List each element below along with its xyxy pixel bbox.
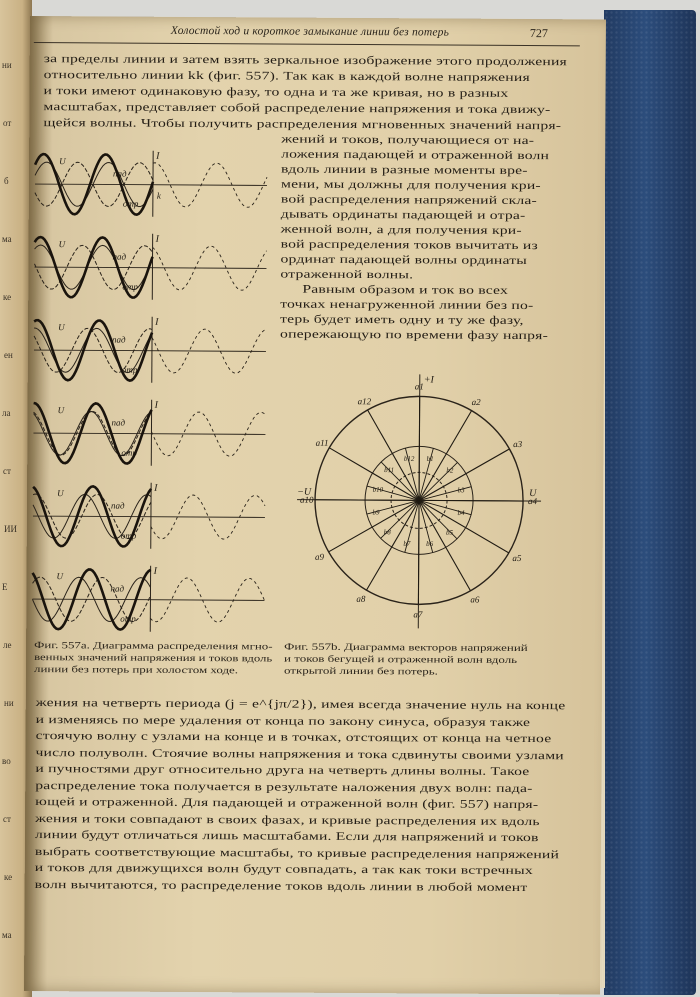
left-page-fragment: ен — [4, 350, 13, 360]
label-voltage: U — [57, 405, 65, 416]
label-k: k — [156, 190, 161, 201]
caption-line: и токов бегущей и отраженной волн вдоль — [284, 653, 518, 666]
left-page-fragment: ст — [3, 814, 11, 824]
voltage-vector — [419, 500, 523, 501]
voltage-vector — [419, 396, 420, 500]
left-page-fragment: ке — [3, 292, 12, 302]
label-incident: пад — [111, 334, 126, 345]
left-page-fragment: Е — [2, 582, 8, 592]
left-page-fragment: ни — [2, 60, 12, 70]
label-current: I — [156, 150, 160, 162]
vector-label-a: a5 — [512, 552, 522, 564]
vector-label-a: a9 — [314, 551, 325, 562]
text-line: число полуволн. Стоячие волны напряжения и тока сдвинуты своими узлами — [35, 745, 564, 762]
caption-line: линии без потерь при холостом ходе. — [33, 664, 239, 677]
wave-panel — [33, 399, 265, 466]
left-page-fragment: ст — [3, 466, 11, 476]
text-line: и токов для движущихся волн будут совпадать, а так как токи встречных — [34, 861, 533, 878]
vector-label-b: b2 — [446, 466, 454, 475]
page-number: 727 — [529, 26, 548, 41]
vector-label-b: b10 — [372, 485, 384, 494]
left-page-fragment: от — [3, 118, 12, 128]
text-line: вой распределения напряжений скла- — [280, 192, 538, 208]
text-line: ложения падающей и отраженной волн — [281, 147, 550, 163]
caption-line: Фиг. 557а. Диаграмма распределения мгно- — [34, 640, 273, 653]
text-line: терь будет иметь одну и ту же фазу, — [280, 312, 524, 328]
label-current: I — [155, 233, 160, 245]
text-line: опережающую по времени фазу напря- — [280, 327, 549, 343]
label-reflected: отр — [120, 530, 137, 541]
text-line: щейся волны. Чтобы получить распределения мгновенных значений напря- — [43, 116, 562, 133]
label-current: I — [153, 565, 157, 577]
vector-label-b: b11 — [384, 466, 395, 475]
text-line: стоячую волну с узлами на конце и в точках, отстоящих от конца на четное — [35, 729, 552, 746]
figure-557a-waves — [28, 146, 271, 647]
text-line: линии будут отличаться лишь масштабами. Если для напряжений и токов — [34, 828, 539, 845]
text-line: вой распределения токов вычитать из — [280, 237, 538, 253]
caption-line: венных значений напряжения и токов вдоль — [34, 652, 273, 665]
text-line: мени, мы должны для получения кри- — [280, 177, 541, 193]
label-voltage: U — [56, 571, 64, 582]
label-plus-i: +I — [423, 374, 434, 386]
label-current: I — [154, 482, 158, 494]
vector-label-a: a1 — [414, 381, 424, 392]
vector-label-a: a10 — [300, 494, 314, 505]
text-line: масштабах, представляет собой распределение напряжения и тока движу- — [43, 100, 551, 117]
text-line: ординат падающей волны ординаты — [280, 252, 528, 268]
label-reflected: отр — [120, 613, 136, 624]
label-voltage: U — [58, 322, 65, 333]
header-rule — [34, 42, 580, 46]
label-incident: пад — [110, 583, 125, 594]
text-line: Равным образом и ток во всех — [302, 282, 509, 297]
label-current: I — [155, 316, 159, 328]
text-line: и пучностями друг относительно друга на четверть длины волны. Такое — [35, 762, 530, 779]
vector-label-b: b3 — [457, 486, 465, 495]
caption-line: открытой линии без потерь. — [283, 665, 438, 678]
left-page-fragment: б — [4, 176, 9, 186]
book-page — [24, 16, 606, 995]
voltage-vector — [418, 500, 419, 604]
text-line: и изменяясь по мере удаления от конца по закону синуса, образуя также — [35, 712, 531, 729]
wave-panel — [33, 482, 265, 549]
text-line: выбрать соответствующие масштабы, то кривые распределения напряжений — [34, 844, 560, 861]
left-page-fragment: во — [2, 756, 11, 766]
vector-label-a: a7 — [413, 609, 423, 620]
left-page-fragment: ма — [2, 234, 12, 244]
label-reflected: отр — [121, 447, 137, 458]
vector-label-b: b7 — [403, 539, 411, 548]
text-line: дывать ординаты падающей и отра- — [280, 207, 526, 223]
vector-label-a: a4 — [528, 496, 538, 507]
vector-label-a: a11 — [315, 437, 329, 448]
axis-line — [34, 350, 266, 351]
left-page-fragment: ла — [2, 408, 11, 418]
vector-label-a: a2 — [471, 396, 481, 408]
wave-panel — [35, 150, 267, 217]
label-incident: пад — [112, 251, 127, 262]
label-incident: пад — [113, 168, 127, 179]
label-current: I — [154, 399, 159, 411]
vector-label-b: b12 — [403, 454, 415, 463]
vector-label-b: b4 — [457, 509, 465, 518]
text-line: жений и токов, получающиеся от на- — [281, 132, 535, 148]
vector-label-b: b6 — [426, 539, 434, 548]
voltage-vector — [315, 500, 419, 501]
label-voltage: U — [57, 488, 64, 499]
wave-panel — [34, 233, 266, 300]
label-reflected: отр — [122, 198, 139, 209]
text-line: относительно линии kk (фиг. 557). Так как в каждой волне напряжения — [43, 68, 530, 85]
vector-label-b: b8 — [383, 528, 391, 537]
axis-line — [33, 516, 265, 517]
figure-557b-vectors — [294, 370, 544, 634]
left-page-fragment: ма — [2, 930, 12, 940]
axis-line — [33, 433, 265, 434]
text-line: распределение тока получается в результате наложения двух волн: пада- — [35, 778, 533, 795]
left-page-fragment: ке — [4, 872, 13, 882]
label-incident: пад — [110, 500, 125, 511]
text-line: и токи имеют одинаковую фазу, то одна и та же кривая, но в разных — [43, 84, 509, 100]
text-line: точках ненагруженной линии без по- — [280, 297, 534, 313]
text-line: отраженной волны. — [280, 267, 414, 282]
axis-line — [34, 267, 266, 268]
vector-label-a: a8 — [356, 593, 366, 604]
label-voltage: U — [59, 156, 66, 167]
label-reflected: отр — [121, 364, 138, 375]
vector-label-b: b5 — [445, 528, 453, 537]
text-line: женной волн, а для получения кри- — [280, 222, 522, 238]
vector-label-b: b1 — [426, 454, 434, 463]
book-cover — [604, 10, 696, 995]
left-page-fragment: ни — [4, 698, 14, 708]
vector-label-a: a6 — [470, 594, 480, 605]
label-reflected: отр — [122, 281, 138, 292]
text-line: ющей и отраженной. Для падающей и отраженной волн (фиг. 557) напря- — [35, 795, 539, 812]
running-header: Холостой ход и короткое замыкание линии без потерь — [170, 24, 450, 39]
vector-label-a: a3 — [513, 438, 523, 450]
wave-panel — [34, 316, 266, 383]
label-minus-u: −U — [297, 486, 312, 498]
vector-label-b: b9 — [372, 508, 380, 517]
wave-panel — [32, 565, 264, 632]
label-u: U — [529, 488, 537, 500]
text-line: волн вычитаются, то распределение токов вдоль линии в любой момент — [34, 877, 528, 894]
text-line: жения на четверть периода (j = e^{jπ/2}), имея всегда значение нуль на конце — [35, 696, 566, 713]
text-line: жения и токи совпадают в своих фазах, и кривые распределения их вдоль — [35, 811, 540, 828]
label-voltage: U — [58, 239, 66, 250]
left-page-fragment: ле — [3, 640, 12, 650]
label-incident: пад — [111, 417, 126, 428]
text-line: вдоль линии в разные моменты вре- — [281, 162, 528, 178]
vector-label-a: a12 — [357, 396, 372, 407]
text-line: за пределы линии и затем взять зеркальное изображение этого продолжения — [43, 52, 568, 69]
left-page-fragment: ИИ — [4, 524, 17, 534]
caption-line: Фиг. 557b. Диаграмма векторов напряжений — [284, 641, 528, 655]
